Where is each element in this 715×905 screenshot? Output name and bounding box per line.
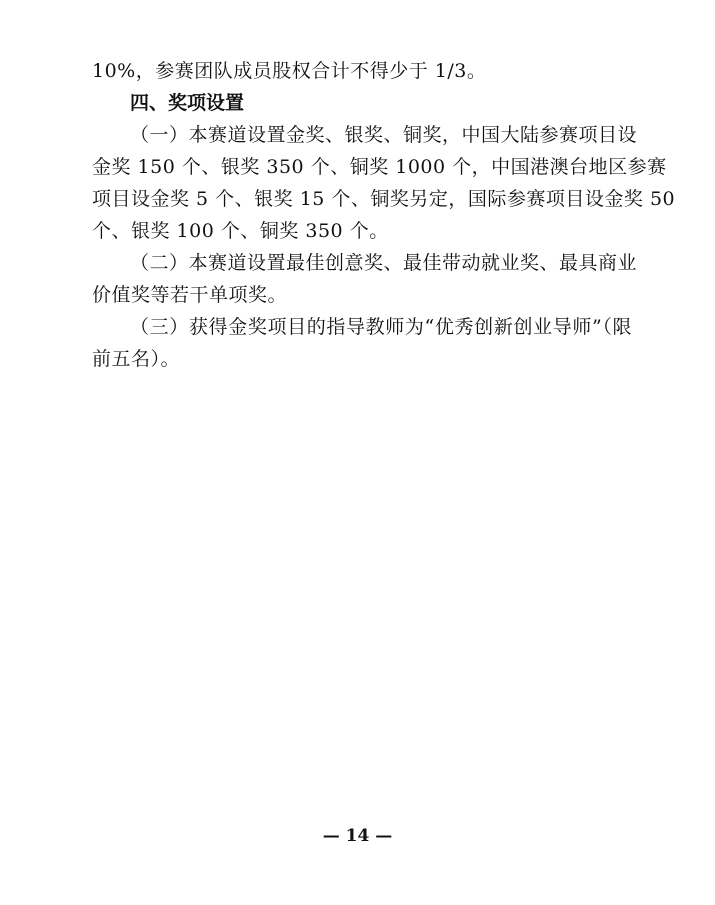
- page-number: — 14 —: [322, 826, 393, 846]
- paragraph-line: （一）本赛道设置金奖、银奖、铜奖，中国大陆参赛项目设: [130, 124, 638, 146]
- paragraph-line: 项目设金奖 5 个、银奖 15 个、铜奖另定，国际参赛项目设金奖 50: [92, 188, 676, 210]
- document-body: [92, 55, 676, 375]
- paragraph-line: （三）获得金奖项目的指导教师为“优秀创新创业导师”（限: [130, 316, 632, 338]
- paragraph-line: 前五名）。: [92, 348, 181, 370]
- paragraph-special-awards: [92, 247, 638, 311]
- continuation-line: 10%，参赛团队成员股权合计不得少于 1/3。: [92, 60, 487, 82]
- paragraph-line: 个、银奖 100 个、铜奖 350 个。: [92, 220, 389, 242]
- paragraph-line: 价值奖等若干单项奖。: [92, 284, 288, 306]
- paragraph-line: 金奖 150 个、银奖 350 个、铜奖 1000 个，中国港澳台地区参赛: [92, 156, 667, 178]
- paragraph-mentor-award: [92, 311, 632, 375]
- section-heading: 四、奖项设置: [130, 92, 245, 114]
- paragraph-gold-silver-bronze: [92, 119, 676, 247]
- paragraph-line: （二）本赛道设置最佳创意奖、最佳带动就业奖、最具商业: [130, 252, 638, 274]
